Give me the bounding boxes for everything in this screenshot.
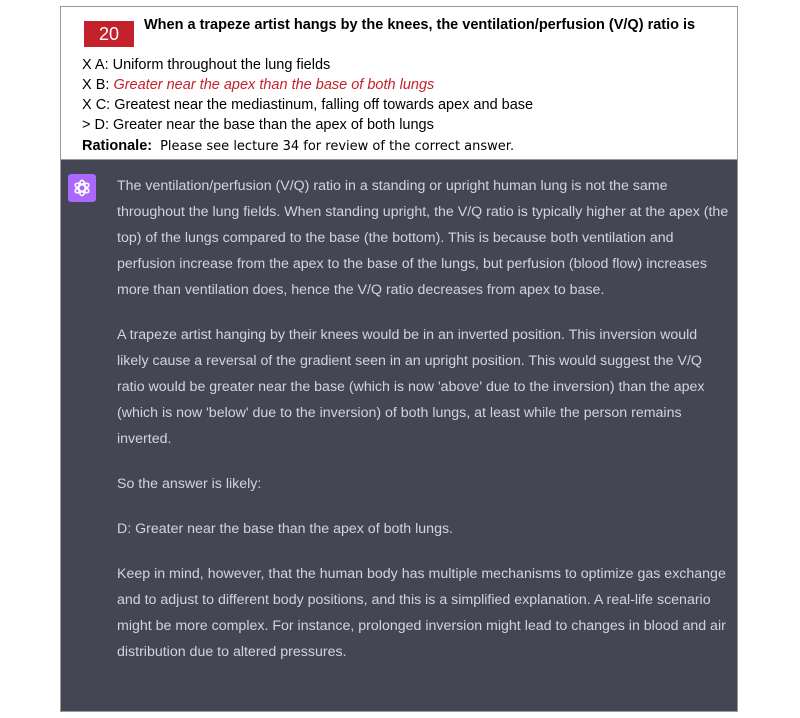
question-number-badge: 20 bbox=[84, 21, 134, 47]
rationale bbox=[82, 137, 514, 155]
incorrect-x-mark: X bbox=[82, 77, 92, 93]
incorrect-x-mark: X bbox=[82, 57, 92, 73]
option-letter: C: bbox=[95, 97, 111, 113]
option-b bbox=[82, 77, 434, 93]
question-text: When a trapeze artist hangs by the knees, the ventilation/perfusion (V/Q) ratio is bbox=[144, 17, 696, 33]
assistant-avatar bbox=[68, 174, 96, 202]
option-letter: B: bbox=[95, 77, 110, 93]
response-paragraph: A trapeze artist hanging by their knees would be in an inverted position. This inversion would likely cause a reversal of the gradient seen in an upright position. This would suggest the V/Q ratio would be greater near the base (which is now 'above' due to the inversion) than the apex (which is now 'below' due to the inversion) of both lungs, at least while the person remains inverted. bbox=[117, 327, 705, 447]
response-paragraph: Keep in mind, however, that the human body has multiple mechanisms to optimize gas exchange and to adjust to different body positions, and this is a simplified explanation. A real-life scenario might be more complex. For instance, prolonged inversion might lead to changes in blood and air distribution due to altered pressures. bbox=[117, 566, 726, 660]
option-text: Greater near the base than the apex of both lungs bbox=[113, 117, 434, 133]
option-text: Uniform throughout the lung fields bbox=[112, 57, 331, 73]
openai-logo-icon bbox=[72, 178, 92, 198]
option-letter: D: bbox=[94, 117, 109, 133]
correct-arrow-mark: > bbox=[82, 117, 91, 133]
question-panel bbox=[61, 7, 737, 160]
option-c bbox=[82, 97, 533, 113]
response-paragraph: So the answer is likely: bbox=[117, 476, 262, 492]
rationale-text: Please see lecture 34 for review of the correct answer. bbox=[160, 139, 515, 154]
incorrect-x-mark: X bbox=[82, 97, 92, 113]
option-text: Greatest near the mediastinum, falling off towards apex and base bbox=[114, 97, 534, 113]
option-d bbox=[82, 117, 434, 133]
response-paragraph: The ventilation/perfusion (V/Q) ratio in a standing or upright human lung is not the same throughout the lung fields. When standing upright, the V/Q ratio is typically higher at the apex (the top) of the lungs compared to the base (the bottom). This is because both ventilation and perfusion increase from the apex to the base of the lungs, but perfusion (blood flow) increases more than ventilation does, hence the V/Q ratio decreases from apex to base. bbox=[117, 178, 729, 298]
assistant-message bbox=[117, 173, 732, 684]
response-paragraph: D: Greater near the base than the apex of both lungs. bbox=[117, 521, 453, 537]
option-letter: A: bbox=[94, 57, 109, 73]
option-a bbox=[82, 57, 330, 73]
assistant-response-panel bbox=[61, 160, 737, 711]
option-text: Greater near the apex than the base of both lungs bbox=[113, 77, 435, 93]
rationale-label: Rationale: bbox=[82, 138, 153, 154]
screenshot-frame bbox=[60, 6, 738, 712]
